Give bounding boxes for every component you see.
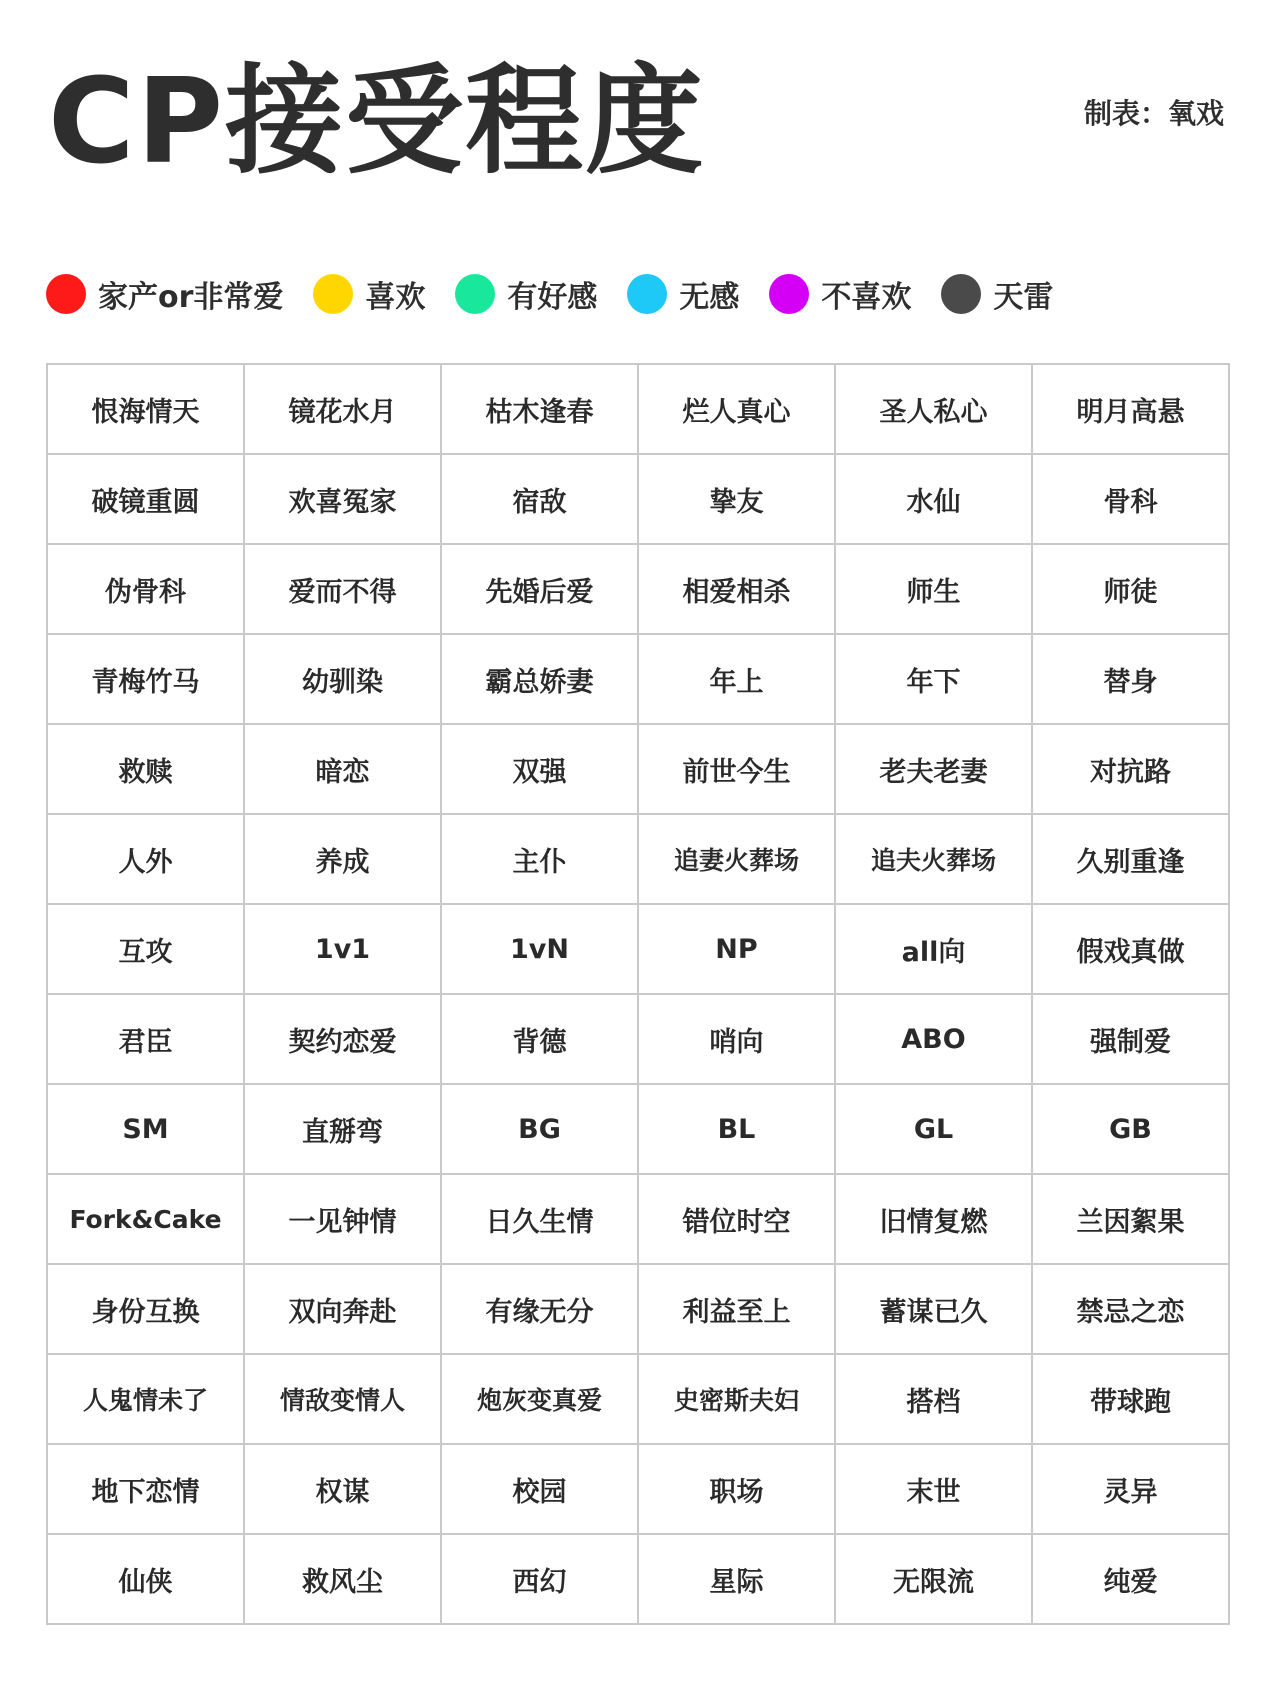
grid-row <box>47 1174 1229 1264</box>
legend-label: 有好感 <box>507 280 598 315</box>
grid-cell: 爱而不得 <box>244 544 441 634</box>
grid-cell: 恨海情天 <box>47 364 244 454</box>
grid-cell: 1vN <box>441 904 638 994</box>
grid-cell: ABO <box>835 994 1032 1084</box>
grid-cell: 旧情复燃 <box>835 1174 1032 1264</box>
grid-cell: 强制爱 <box>1032 994 1229 1084</box>
grid-cell: 幼驯染 <box>244 634 441 724</box>
grid-cell: NP <box>638 904 835 994</box>
grid-cell: 仙侠 <box>47 1534 244 1624</box>
legend-item <box>941 272 1053 316</box>
grid-cell: 枯木逢春 <box>441 364 638 454</box>
grid-cell: 直掰弯 <box>244 1084 441 1174</box>
grid-cell: 师徒 <box>1032 544 1229 634</box>
gray-dot-icon <box>941 274 981 314</box>
grid-cell: 人鬼情未了 <box>47 1354 244 1444</box>
grid-cell: 双向奔赴 <box>244 1264 441 1354</box>
grid-cell: 师生 <box>835 544 1032 634</box>
grid-cell: 蓄谋已久 <box>835 1264 1032 1354</box>
grid-cell: 带球跑 <box>1032 1354 1229 1444</box>
grid-cell: 伪骨科 <box>47 544 244 634</box>
grid-cell: 互攻 <box>47 904 244 994</box>
grid-cell: 无限流 <box>835 1534 1032 1624</box>
grid-cell: 先婚后爱 <box>441 544 638 634</box>
legend-item <box>313 272 425 316</box>
grid-cell: 搭档 <box>835 1354 1032 1444</box>
grid-cell: 霸总娇妻 <box>441 634 638 724</box>
grid-cell: 明月高悬 <box>1032 364 1229 454</box>
grid-row <box>47 1354 1229 1444</box>
grid-cell: 挚友 <box>638 454 835 544</box>
grid-cell: 烂人真心 <box>638 364 835 454</box>
grid-cell: 欢喜冤家 <box>244 454 441 544</box>
grid-cell: 史密斯夫妇 <box>638 1354 835 1444</box>
grid-cell: GB <box>1032 1084 1229 1174</box>
grid-cell: 镜花水月 <box>244 364 441 454</box>
grid-row <box>47 994 1229 1084</box>
grid-cell: 追妻火葬场 <box>638 814 835 904</box>
grid-cell: 相爱相杀 <box>638 544 835 634</box>
legend-label: 不喜欢 <box>821 280 912 315</box>
grid-cell: 兰因絮果 <box>1032 1174 1229 1264</box>
grid-cell: 身份互换 <box>47 1264 244 1354</box>
grid-cell: 利益至上 <box>638 1264 835 1354</box>
legend-item <box>46 272 283 316</box>
grid-cell: 背德 <box>441 994 638 1084</box>
grid-cell: 替身 <box>1032 634 1229 724</box>
legend <box>46 272 1083 316</box>
grid-cell: 权谋 <box>244 1444 441 1534</box>
grid-cell: 救风尘 <box>244 1534 441 1624</box>
grid-row <box>47 1264 1229 1354</box>
grid-cell: 末世 <box>835 1444 1032 1534</box>
grid-cell: 禁忌之恋 <box>1032 1264 1229 1354</box>
legend-label: 家产or非常爱 <box>98 280 284 315</box>
grid-cell: 人外 <box>47 814 244 904</box>
grid-cell: 灵异 <box>1032 1444 1229 1534</box>
grid-cell: all向 <box>835 904 1032 994</box>
grid-row <box>47 454 1229 544</box>
grid-cell: 契约恋爱 <box>244 994 441 1084</box>
red-dot-icon <box>46 274 86 314</box>
grid-cell: 骨科 <box>1032 454 1229 544</box>
grid-row <box>47 814 1229 904</box>
grid-row <box>47 1084 1229 1174</box>
grid-cell: 有缘无分 <box>441 1264 638 1354</box>
grid-cell: 青梅竹马 <box>47 634 244 724</box>
grid-cell: 地下恋情 <box>47 1444 244 1534</box>
legend-item <box>455 272 597 316</box>
grid-cell: 年上 <box>638 634 835 724</box>
legend-item <box>627 272 739 316</box>
grid-cell: Fork&Cake <box>47 1174 244 1264</box>
blue-dot-icon <box>627 274 667 314</box>
grid-cell: 前世今生 <box>638 724 835 814</box>
grid-cell: 校园 <box>441 1444 638 1534</box>
grid-cell: 老夫老妻 <box>835 724 1032 814</box>
grid-row <box>47 364 1229 454</box>
grid-cell: 养成 <box>244 814 441 904</box>
grid-cell: 炮灰变真爱 <box>441 1354 638 1444</box>
grid-cell: 君臣 <box>47 994 244 1084</box>
grid-cell: 追夫火葬场 <box>835 814 1032 904</box>
green-dot-icon <box>455 274 495 314</box>
maker-credit: 制表：氧戏 <box>1083 97 1224 130</box>
grid-row <box>47 544 1229 634</box>
grid-cell: 双强 <box>441 724 638 814</box>
grid-cell: 日久生情 <box>441 1174 638 1264</box>
legend-label: 喜欢 <box>365 280 426 315</box>
legend-label: 无感 <box>679 280 740 315</box>
grid-cell: 主仆 <box>441 814 638 904</box>
grid-cell: 1v1 <box>244 904 441 994</box>
grid-cell: 情敌变情人 <box>244 1354 441 1444</box>
grid-row <box>47 1534 1229 1624</box>
legend-label: 天雷 <box>993 280 1054 315</box>
grid-row <box>47 904 1229 994</box>
grid-cell: 职场 <box>638 1444 835 1534</box>
grid-cell: 纯爱 <box>1032 1534 1229 1624</box>
grid-cell: 年下 <box>835 634 1032 724</box>
page-title: CP接受程度 <box>48 52 706 190</box>
grid-cell: BL <box>638 1084 835 1174</box>
grid-cell: 一见钟情 <box>244 1174 441 1264</box>
grid-cell: GL <box>835 1084 1032 1174</box>
grid-row <box>47 1444 1229 1534</box>
grid-cell: 星际 <box>638 1534 835 1624</box>
cp-grid <box>46 363 1230 1625</box>
grid-cell: 久别重逢 <box>1032 814 1229 904</box>
grid-cell: 西幻 <box>441 1534 638 1624</box>
grid-cell: 圣人私心 <box>835 364 1032 454</box>
grid-row <box>47 634 1229 724</box>
grid-cell: 宿敌 <box>441 454 638 544</box>
grid-cell: SM <box>47 1084 244 1174</box>
legend-item <box>769 272 911 316</box>
yellow-dot-icon <box>313 274 353 314</box>
grid-cell: 对抗路 <box>1032 724 1229 814</box>
grid-cell: 错位时空 <box>638 1174 835 1264</box>
grid-cell: 暗恋 <box>244 724 441 814</box>
grid-cell: 哨向 <box>638 994 835 1084</box>
grid-cell: 水仙 <box>835 454 1032 544</box>
purple-dot-icon <box>769 274 809 314</box>
grid-cell: 破镜重圆 <box>47 454 244 544</box>
grid-cell: BG <box>441 1084 638 1174</box>
grid-cell: 救赎 <box>47 724 244 814</box>
grid-cell: 假戏真做 <box>1032 904 1229 994</box>
grid-row <box>47 724 1229 814</box>
